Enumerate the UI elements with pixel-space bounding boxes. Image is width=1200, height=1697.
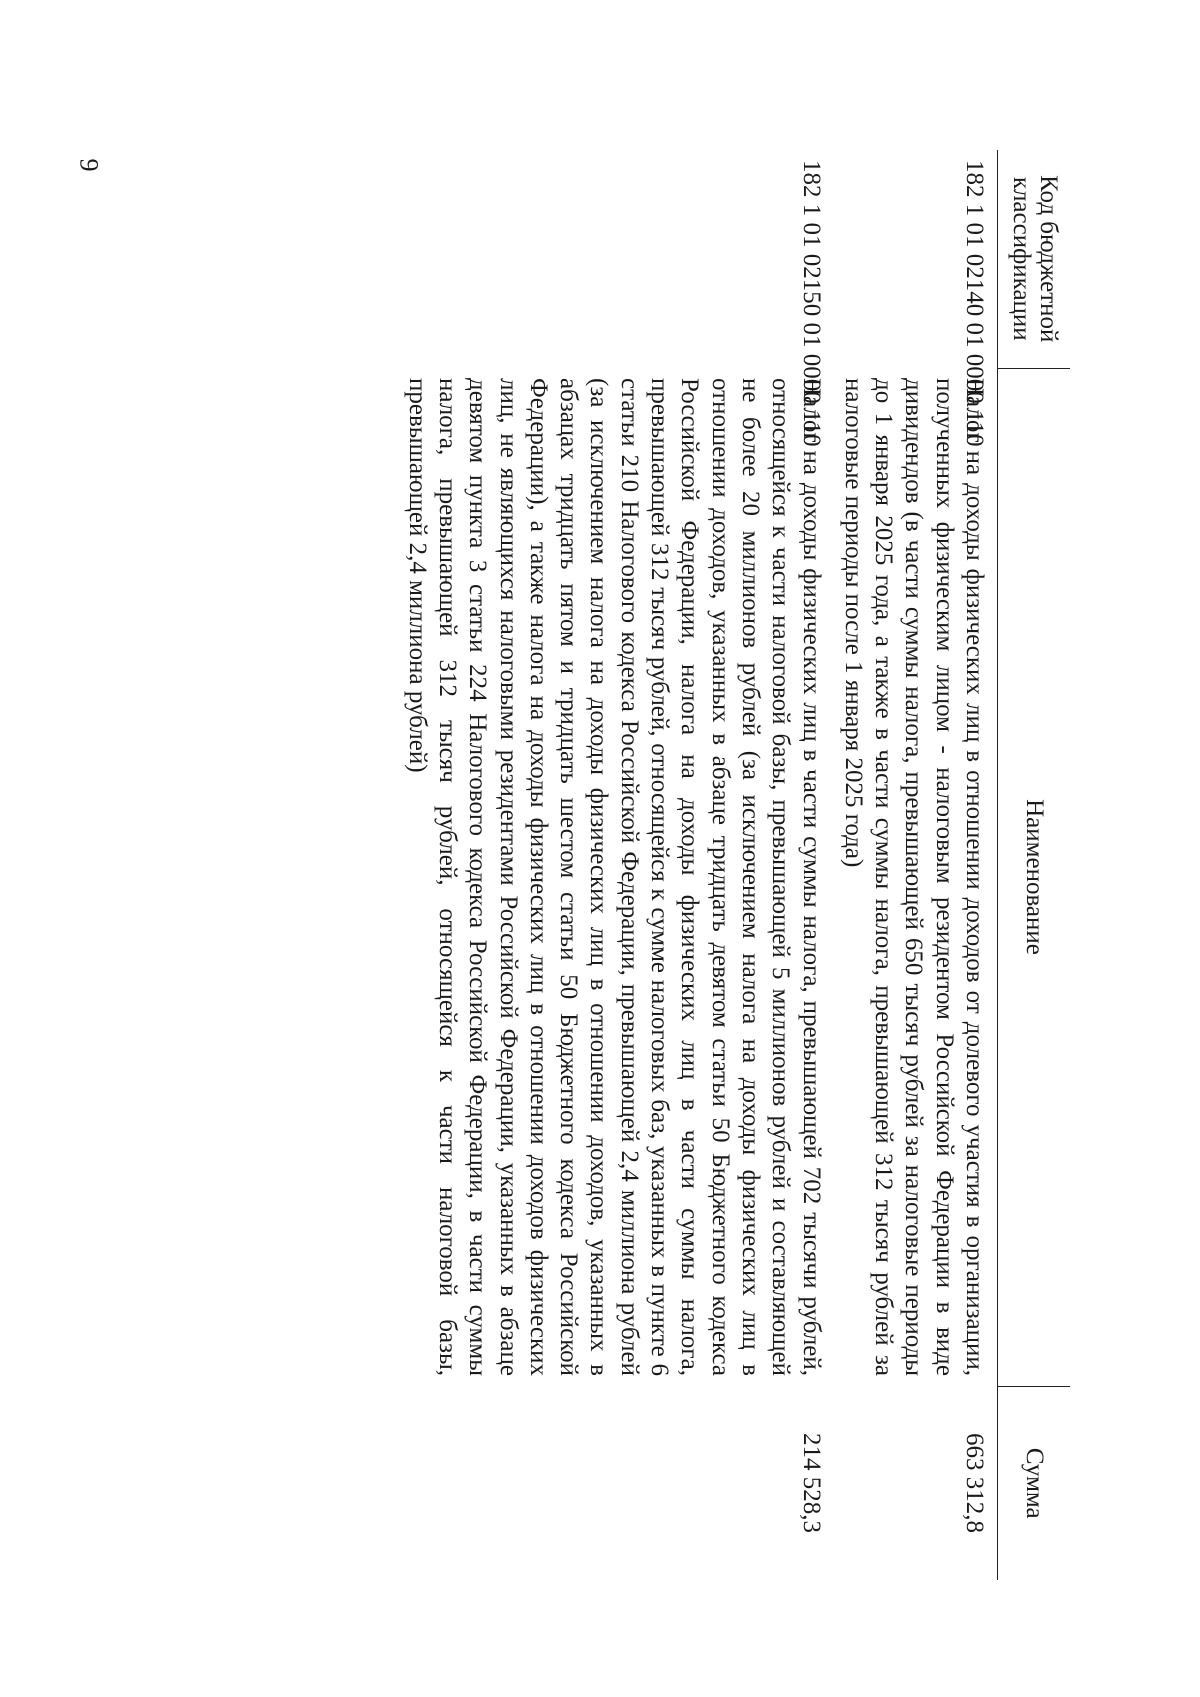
row-sum: 214 528,3 xyxy=(797,1433,825,1533)
table-row xyxy=(397,150,833,1580)
page-number: 9 xyxy=(74,158,104,172)
row-code: 182 1 01 02140 01 0000 110 xyxy=(961,160,988,447)
header-code: Код бюджетной классификации xyxy=(998,150,1071,368)
table-header-row xyxy=(998,150,1071,1580)
header-name: Наименование xyxy=(998,368,1071,1386)
row-sum: 663 312,8 xyxy=(961,1433,988,1533)
header-sum: Сумма xyxy=(998,1386,1071,1580)
rotated-table-container xyxy=(150,150,1070,1580)
table-row xyxy=(834,150,998,1580)
row-name: Налог на доходы физических лиц в части суммы налога, превышающей 702 тысячи рублей, относящейся к части налоговой базы, превышающей 5 миллионов рублей и составляющей не более 20 миллионов рублей (за исключением налога на доходы физических лиц в отношении доходов, указанных в абзаце тридцать девятом статьи 50 Бюджетного кодекса Российской Федерации, налога на доходы физических лиц в части суммы налога, превышающей 312 тысяч рублей, относящейся к сумме налоговых баз, указанных в пункте 6 статьи 210 Налогового кодекса Российской Федерации, превышающей 2,4 миллиона рублей (за исключением налога на доходы физических лиц в отношении доходов, указанных в абзацах тридцать пятом и тридцать шестом статьи 50 Бюджетного кодекса Российской Федерации), а также налога на доходы физических лиц в отношении доходов физических лиц, не являющихся налоговыми резидентами Российской Федерации, указанных в абзаце девятом пункта 3 статьи 224 Налогового кодекса Российской Федерации, в части суммы налога, превышающей 312 тысяч рублей, относящейся к части налоговой базы, превышающей 2,4 миллиона рублей) xyxy=(403,378,825,1376)
budget-table xyxy=(397,150,1070,1580)
row-code: 182 1 01 02150 01 0000 110 xyxy=(797,160,825,447)
row-name: Налог на доходы физических лиц в отношении доходов от долевого участия в организации, полученных физическим лицом - налоговым резидентом Российской Федерации в виде дивидендов (в части суммы налога, превышающей 650 тысяч рублей за налоговые периоды до 1 января 2025 года, а также в части суммы налога, превышающей 312 тысяч рублей за налоговые периоды после 1 января 2025 года) xyxy=(839,378,988,1376)
